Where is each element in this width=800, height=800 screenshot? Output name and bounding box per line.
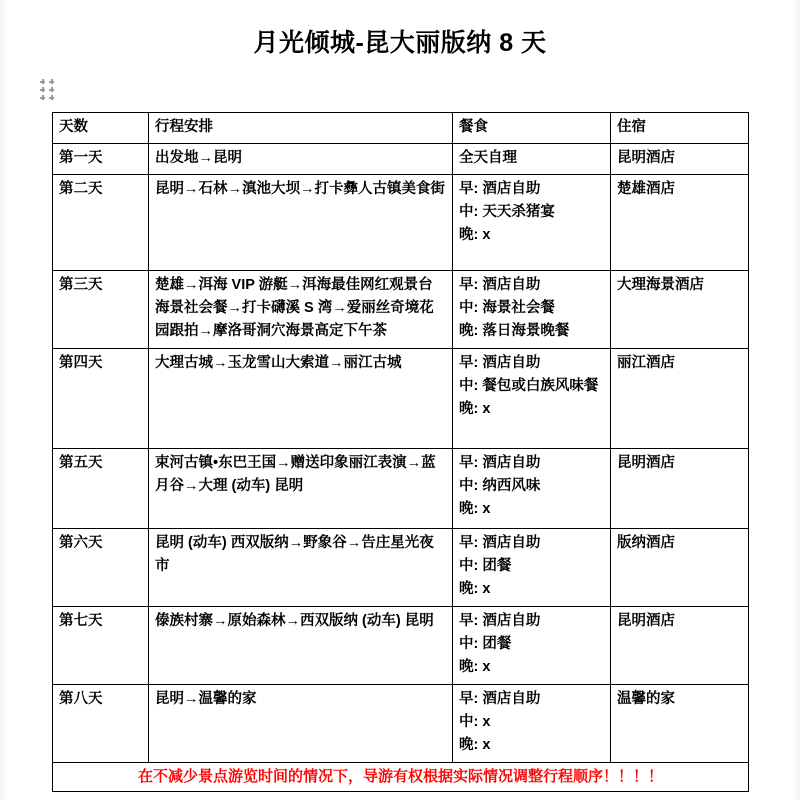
cell-hotel: 昆明酒店 — [611, 144, 749, 175]
itinerary-table — [52, 112, 749, 792]
meal-line: 早: 酒店自助 — [459, 181, 541, 197]
table-row — [53, 607, 749, 685]
route-line: 束河古镇•东巴王国→赠送印象丽江表演→蓝月谷→大理 (动车) 昆明 — [155, 455, 436, 494]
meal-line: 中: 团餐 — [459, 558, 512, 574]
meal-line: 中: x — [459, 714, 491, 730]
meal-line: 中: 餐包或白族风味餐 — [459, 378, 599, 394]
cell-hotel: 丽江酒店 — [611, 349, 749, 449]
drag-handle-dot — [49, 87, 54, 92]
drag-handle-dot — [40, 79, 45, 84]
drag-handle-dot — [49, 95, 54, 100]
cell-meal — [453, 449, 611, 529]
meal-line: 早: 酒店自助 — [459, 691, 541, 707]
cell-route — [149, 607, 453, 685]
meal-line: 晚: x — [459, 737, 491, 753]
cell-day: 第一天 — [53, 144, 149, 175]
cell-meal — [453, 685, 611, 763]
cell-meal — [453, 529, 611, 607]
meal-line: 全天自理 — [459, 150, 517, 166]
meal-line: 晚: 落日海景晚餐 — [459, 323, 570, 339]
meal-line: 晚: x — [459, 501, 491, 517]
meal-line: 早: 酒店自助 — [459, 277, 541, 293]
meal-line: 早: 酒店自助 — [459, 455, 541, 471]
notice-text: 在不减少景点游览时间的情况下，导游有权根据实际情况调整行程顺序！！！！ — [53, 763, 749, 792]
table-notice-row — [53, 763, 749, 792]
header-cell-day: 天数 — [53, 113, 149, 144]
cell-day: 第二天 — [53, 175, 149, 271]
route-line: 出发地→昆明 — [155, 150, 242, 166]
cell-hotel: 版纳酒店 — [611, 529, 749, 607]
drag-handle-dot — [40, 95, 45, 100]
table-row — [53, 175, 749, 271]
page-title: 月光倾城-昆大丽版纳 8 天 — [253, 29, 547, 57]
table-row — [53, 144, 749, 175]
table-row — [53, 685, 749, 763]
drag-handle-icon[interactable] — [40, 79, 56, 101]
route-line: 昆明→石林→滇池大坝→打卡彝人古镇美食街 — [155, 181, 445, 197]
drag-handle-dot — [49, 79, 54, 84]
route-line: 傣族村寨→原始森林→西双版纳 (动车) 昆明 — [155, 613, 434, 629]
cell-day: 第八天 — [53, 685, 149, 763]
header-cell-meal: 餐食 — [453, 113, 611, 144]
cell-day: 第四天 — [53, 349, 149, 449]
cell-hotel: 昆明酒店 — [611, 607, 749, 685]
cell-hotel: 昆明酒店 — [611, 449, 749, 529]
route-line: 昆明→温馨的家 — [155, 691, 257, 707]
table-header-row — [53, 113, 749, 144]
cell-hotel: 楚雄酒店 — [611, 175, 749, 271]
meal-line: 晚: x — [459, 401, 491, 417]
cell-route — [149, 144, 453, 175]
cell-meal — [453, 271, 611, 349]
route-line: 昆明 (动车) 西双版纳→野象谷→告庄星光夜市 — [155, 535, 434, 574]
cell-route — [149, 685, 453, 763]
cell-route — [149, 449, 453, 529]
cell-day: 第六天 — [53, 529, 149, 607]
header-cell-hotel: 住宿 — [611, 113, 749, 144]
drag-handle-dot — [40, 87, 45, 92]
cell-hotel: 大理海景酒店 — [611, 271, 749, 349]
meal-line: 中: 海景社会餐 — [459, 300, 555, 316]
cell-meal — [453, 607, 611, 685]
cell-route — [149, 271, 453, 349]
meal-line: 中: 纳西风味 — [459, 478, 541, 494]
table-row — [53, 271, 749, 349]
cell-meal — [453, 349, 611, 449]
cell-day: 第三天 — [53, 271, 149, 349]
meal-line: 中: 天天杀猪宴 — [459, 204, 555, 220]
cell-hotel: 温馨的家 — [611, 685, 749, 763]
table-row — [53, 449, 749, 529]
cell-day: 第五天 — [53, 449, 149, 529]
cell-meal — [453, 175, 611, 271]
meal-line: 早: 酒店自助 — [459, 535, 541, 551]
cell-route — [149, 529, 453, 607]
route-line: 楚雄→洱海 VIP 游艇→洱海最佳网红观景台海景社会餐→打卡礴溪 S 湾→爱丽丝奇境花园跟拍→摩洛哥洞穴海景高定下午茶 — [155, 277, 434, 339]
cell-route — [149, 349, 453, 449]
meal-line: 晚: x — [459, 227, 491, 243]
table-row — [53, 349, 749, 449]
cell-meal — [453, 144, 611, 175]
meal-line: 早: 酒店自助 — [459, 355, 541, 371]
table-row — [53, 529, 749, 607]
meal-line: 晚: x — [459, 659, 491, 675]
cell-route — [149, 175, 453, 271]
meal-line: 中: 团餐 — [459, 636, 512, 652]
route-line: 大理古城→玉龙雪山大索道→丽江古城 — [155, 355, 402, 371]
cell-day: 第七天 — [53, 607, 149, 685]
meal-line: 早: 酒店自助 — [459, 613, 541, 629]
header-cell-route: 行程安排 — [149, 113, 453, 144]
meal-line: 晚: x — [459, 581, 491, 597]
